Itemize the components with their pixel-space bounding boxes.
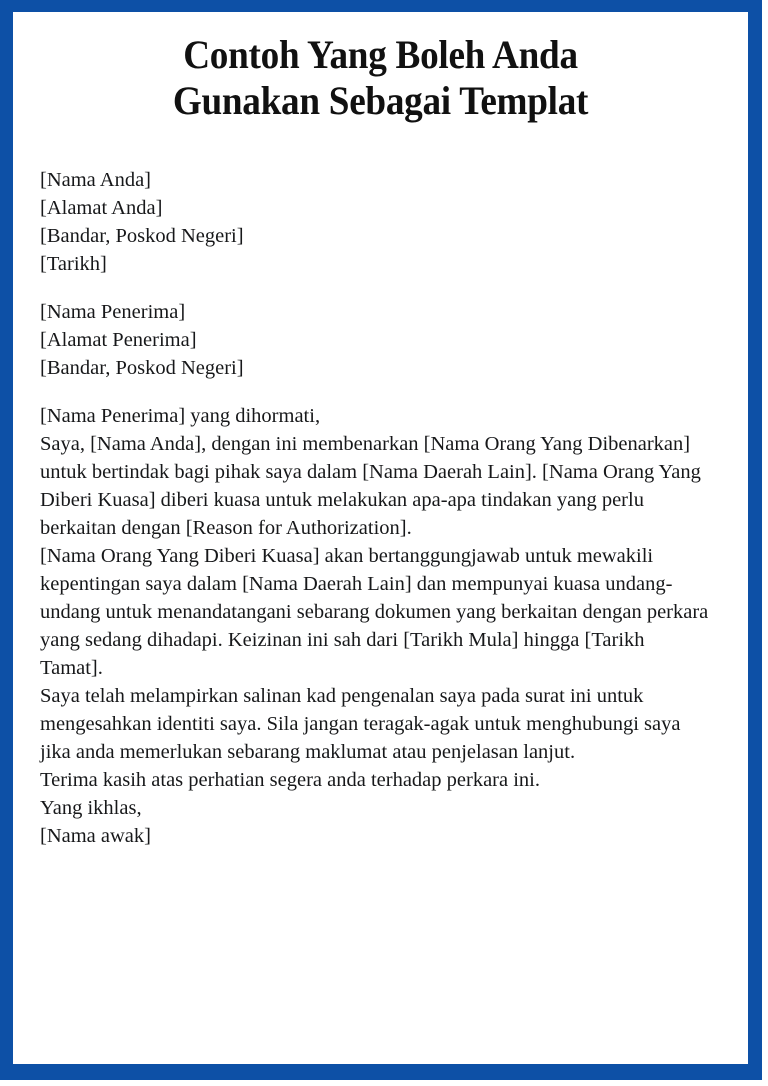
- page-title-line-2: Gunakan Sebagai Templat: [172, 78, 589, 123]
- recipient-address-block: [40, 298, 720, 382]
- document-sheet: [13, 12, 748, 1064]
- closing-line: Yang ikhlas,: [40, 797, 142, 819]
- recipient-address: [Alamat Penerima]: [40, 329, 197, 351]
- sender-date: [Tarikh]: [40, 253, 107, 275]
- sender-address-block: [40, 166, 720, 278]
- signature-name: [Nama awak]: [40, 825, 151, 847]
- letter-body: [13, 166, 748, 850]
- body-paragraph-2: [Nama Orang Yang Diberi Kuasa] akan bertanggungjawab untuk mewakili kepentingan saya dalam [Nama Daerah Lain] dan mempunyai kuasa undang-undang untuk menandatangani sebarang dokumen yang berkaitan dengan perkara yang sedang dihadapi. Keizinan ini sah dari [Tarikh Mula] hingga [Tarikh Tamat].: [40, 545, 709, 679]
- page-border-left: [0, 0, 13, 1080]
- page-border-right: [748, 0, 762, 1080]
- salutation: [Nama Penerima] yang dihormati,: [40, 405, 321, 427]
- recipient-name: [Nama Penerima]: [40, 301, 186, 323]
- page-border-top: [0, 0, 762, 12]
- body-paragraph-4: Terima kasih atas perhatian segera anda terhadap perkara ini.: [40, 769, 540, 791]
- sender-address: [Alamat Anda]: [40, 197, 163, 219]
- sender-city-postcode: [Bandar, Poskod Negeri]: [40, 225, 244, 247]
- sender-name: [Nama Anda]: [40, 169, 151, 191]
- body-paragraph-1: Saya, [Nama Anda], dengan ini membenarkan [Nama Orang Yang Dibenarkan] untuk bertindak bagi pihak saya dalam [Nama Daerah Lain]. [Nama Orang Yang Diberi Kuasa] diberi kuasa untuk melakukan apa-apa tindakan yang perlu berkaitan dengan [Reason for Authorization].: [40, 433, 701, 539]
- page-title-line-1: Contoh Yang Boleh Anda: [183, 32, 578, 77]
- page-border-bottom: [0, 1064, 762, 1080]
- recipient-city-postcode: [Bandar, Poskod Negeri]: [40, 357, 244, 379]
- page-title: [39, 12, 723, 124]
- body-paragraph-3: Saya telah melampirkan salinan kad pengenalan saya pada surat ini untuk mengesahkan identiti saya. Sila jangan teragak-agak untuk menghubungi saya jika anda memerlukan sebarang maklumat atau penjelasan lanjut.: [40, 685, 681, 763]
